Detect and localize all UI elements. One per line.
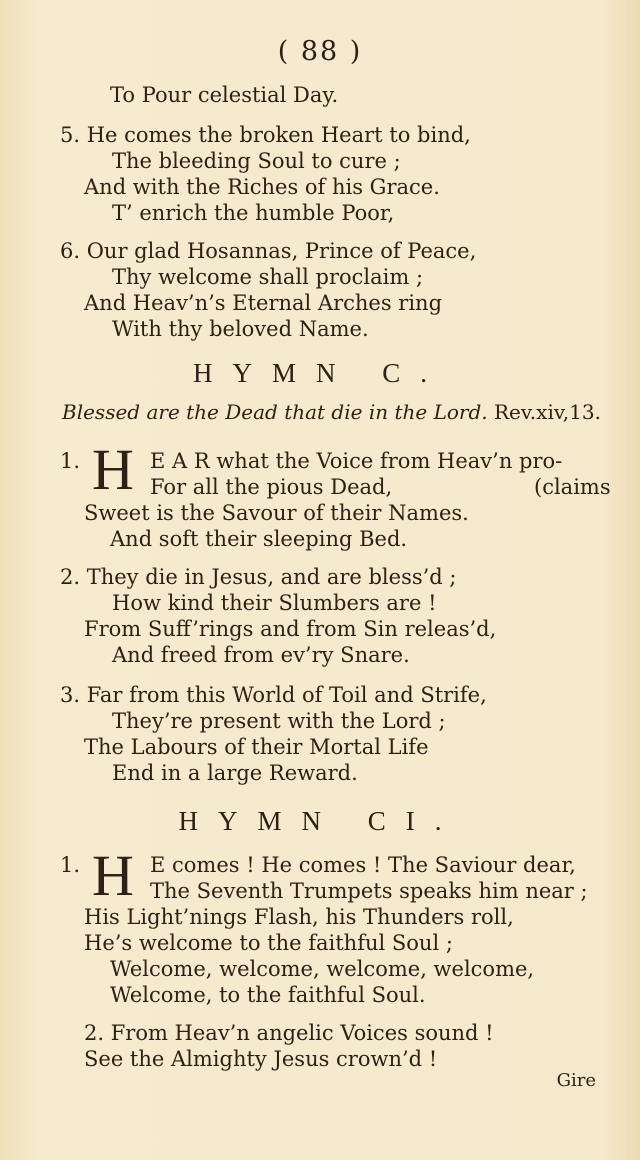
- verse-line: He’s welcome to the faithful Soul ;: [84, 931, 453, 955]
- verse-number: 1.: [60, 449, 81, 473]
- verse-line: The Seventh Trumpets speaks him near ;: [150, 879, 588, 903]
- verse-line: With thy beloved Name.: [112, 317, 369, 341]
- verse-line: The bleeding Soul to cure ;: [112, 149, 401, 173]
- verse-line: End in a large Reward.: [112, 761, 358, 785]
- verse-line: 5. He comes the broken Heart to bind,: [60, 123, 471, 147]
- verse-line: And freed from ev’ry Snare.: [112, 643, 410, 667]
- verse-line: 2. From Heav’n angelic Voices sound !: [84, 1021, 494, 1045]
- catchword: Gire: [556, 1070, 596, 1091]
- verse-line: For all the pious Dead,: [150, 475, 393, 499]
- verse-line: 2. They die in Jesus, and are bless’d ;: [60, 565, 457, 589]
- verse-line: T’ enrich the humble Poor,: [112, 201, 395, 225]
- verse-line: See the Almighty Jesus crown’d !: [84, 1047, 438, 1071]
- hymn-title: HYMN CI.: [178, 806, 462, 836]
- verse-line: E comes ! He comes ! The Saviour dear,: [150, 853, 576, 877]
- verse-line: They’re present with the Lord ;: [112, 709, 446, 733]
- verse-line: Welcome, to the faithful Soul.: [110, 983, 426, 1007]
- verse-line: 6. Our glad Hosannas, Prince of Peace,: [60, 239, 477, 263]
- verse-line: And with the Riches of his Grace.: [84, 175, 440, 199]
- verse-line: Thy welcome shall proclaim ;: [112, 265, 424, 289]
- verse-line: His Light’nings Flash, his Thunders roll,: [84, 905, 514, 929]
- verse-line: Sweet is the Savour of their Names.: [84, 501, 469, 525]
- scripture-reference: Rev.xiv,13.: [493, 400, 601, 424]
- verse-line: And Heav’n’s Eternal Arches ring: [84, 291, 443, 315]
- verse-line: Welcome, welcome, welcome, welcome,: [110, 957, 535, 981]
- epigraph: [62, 400, 601, 424]
- verse-line: The Labours of their Mortal Life: [84, 735, 429, 759]
- hymn-title: HYMN C.: [192, 358, 447, 388]
- drop-cap: H: [92, 843, 134, 908]
- page-number: ( 88 ): [277, 36, 363, 67]
- verse-line: (claims: [534, 475, 611, 499]
- verse-line: To Pour celestial Day.: [110, 83, 339, 107]
- epigraph-text: Blessed are the Dead that die in the Lord.: [62, 400, 488, 424]
- verse-line: From Suff’rings and from Sin releas’d,: [84, 617, 497, 641]
- drop-cap: H: [92, 437, 134, 502]
- verse-line: And soft their sleeping Bed.: [110, 527, 408, 551]
- verse-line: E A R what the Voice from Heav’n pro-: [150, 449, 563, 473]
- verse-line: 3. Far from this World of Toil and Strife,: [60, 683, 487, 707]
- verse-number: 1.: [60, 853, 81, 877]
- verse-line: How kind their Slumbers are !: [112, 591, 437, 615]
